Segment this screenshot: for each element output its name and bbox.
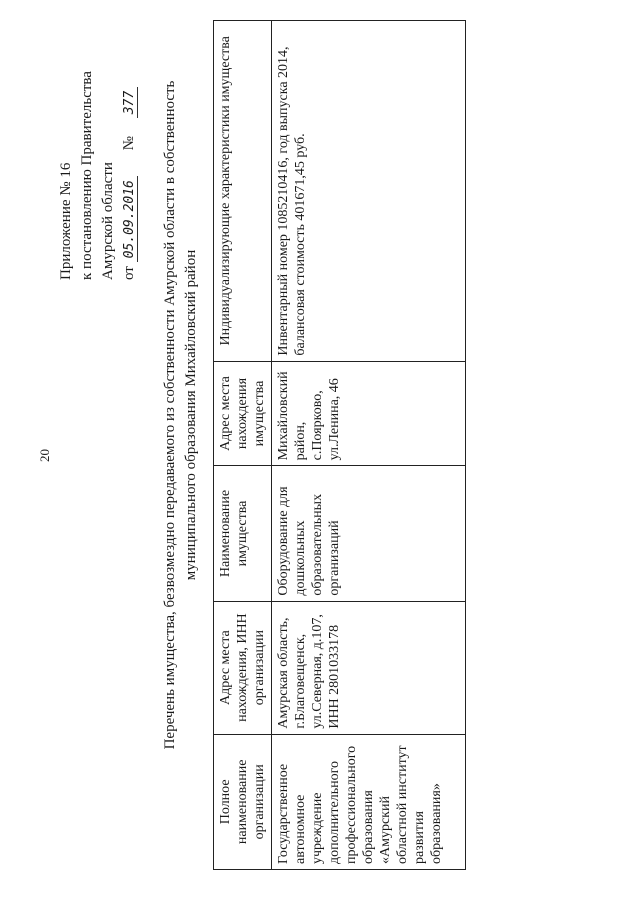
cell-org-name: Государственное автономное учреждение дополнительного профессионального образования «Амурский областной институт развития образования» [272, 734, 466, 869]
header-property-name: Наименование имущества [214, 466, 272, 601]
appendix-block [56, 71, 140, 280]
appendix-line-1: Приложение № 16 [58, 162, 74, 280]
appendix-line-2: к постановлению Правительства [79, 71, 95, 280]
cell-org-address: Амурская область, г.Благовещенск, ул.Северная, д.107, ИНН 2801033178 [272, 601, 466, 734]
cell-property-name: Оборудование для дошкольных образовательных организаций [272, 466, 466, 601]
number-value: 377 [122, 87, 138, 118]
table-row [272, 21, 466, 870]
header-org-address: Адрес места нахождения, ИНН организации [214, 601, 272, 734]
cell-property-characteristics: Инвентарный номер 1085210416, год выпуска 2014, балансовая стоимость 401671,45 руб. [272, 21, 466, 362]
number-prefix: № [121, 136, 137, 151]
page-number: 20 [37, 449, 52, 462]
cell-property-address: Михайловский район, с.Поярково, ул.Ленина, 46 [272, 361, 466, 466]
document-title: Перечень имущества, безвозмездно передаваемого из собственности Амурской области в собственность муниципального образования Михайловский район [162, 80, 199, 750]
date-value: 05.09.2016 [122, 176, 138, 262]
appendix-line-3: Амурской области [100, 162, 116, 280]
appendix-date-line [119, 71, 140, 280]
header-property-characteristics: Индивидуализирующие характеристики имущества [214, 21, 272, 362]
property-table [213, 20, 466, 870]
date-prefix: от [121, 266, 137, 280]
table-header-row [214, 21, 272, 870]
header-org-name: Полное наименование организации [214, 734, 272, 869]
header-property-address: Адрес места нахождения имущества [214, 361, 272, 466]
